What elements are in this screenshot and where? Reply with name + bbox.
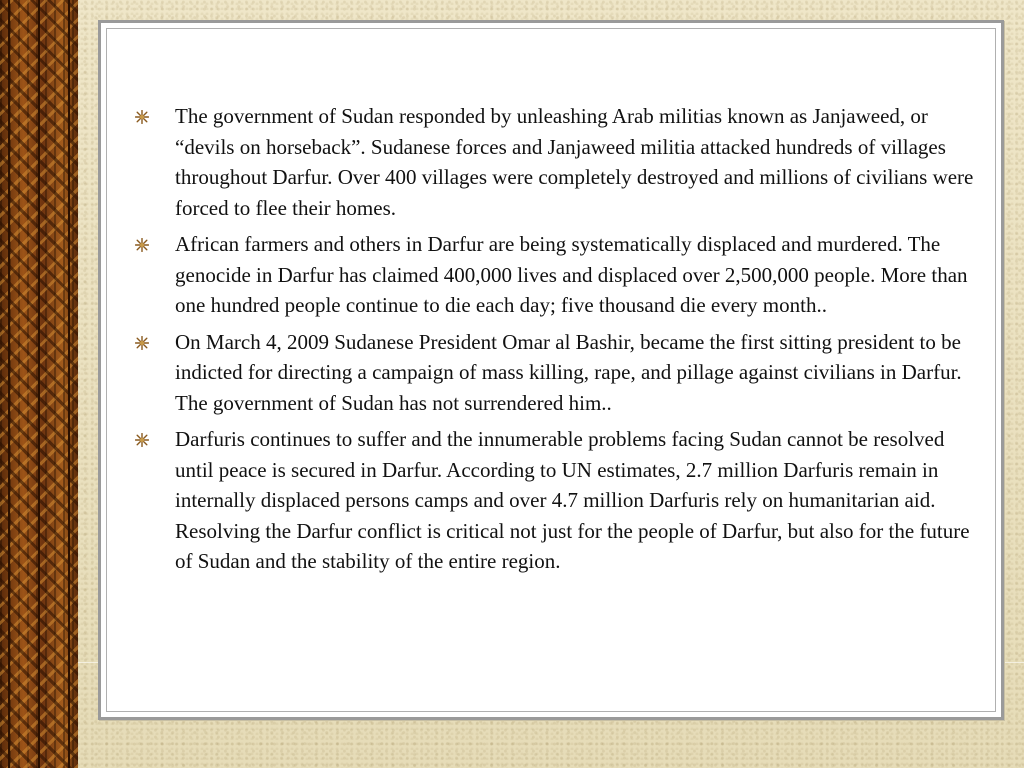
content-panel: [98, 20, 1004, 720]
bullet-text: African farmers and others in Darfur are being systematically displaced and murdered. The genocide in Darfur has claimed 400,000 lives and displaced over 2,500,000 people. More than one hundred people continue to die each day; five thousand die every month..: [175, 232, 968, 317]
content-panel-inner: [106, 28, 996, 712]
bullet-text: Darfuris continues to suffer and the innumerable problems facing Sudan cannot be resolved until peace is secured in Darfur. According to UN estimates, 2.7 million Darfuris remain in internally displaced persons camps and over 4.7 million Darfuris rely on humanitarian aid. Resolving the Darfur conflict is critical not just for the people of Darfur, but also for the future of Sudan and the stability of the entire region.: [175, 427, 970, 573]
bullet-text: The government of Sudan responded by unleashing Arab militias known as Janjaweed, or “devils on horseback”. Sudanese forces and Janjaweed militia attacked hundreds of villages throughout Darfur. Over 400 villages were completely destroyed and millions of civilians were forced to flee their homes.: [175, 104, 974, 220]
bullet-text: On March 4, 2009 Sudanese President Omar al Bashir, became the first sitting president to be indicted for directing a campaign of mass killing, rape, and pillage against civilians in Darfur. The government of Sudan has not surrendered him..: [175, 329, 962, 415]
wood-seam: [8, 0, 10, 768]
sunburst-star-icon: [135, 238, 149, 252]
bullet-item: [135, 101, 985, 223]
bullet-list: [135, 101, 985, 583]
wood-seam: [38, 0, 40, 768]
bullet-item: [135, 229, 985, 321]
wood-side-border: [0, 0, 78, 768]
bullet-item: [135, 327, 985, 419]
sunburst-star-icon: [135, 433, 149, 447]
sunburst-star-icon: [135, 336, 149, 350]
wood-seam: [68, 0, 70, 768]
bullet-item: [135, 424, 985, 577]
sunburst-star-icon: [135, 110, 149, 124]
